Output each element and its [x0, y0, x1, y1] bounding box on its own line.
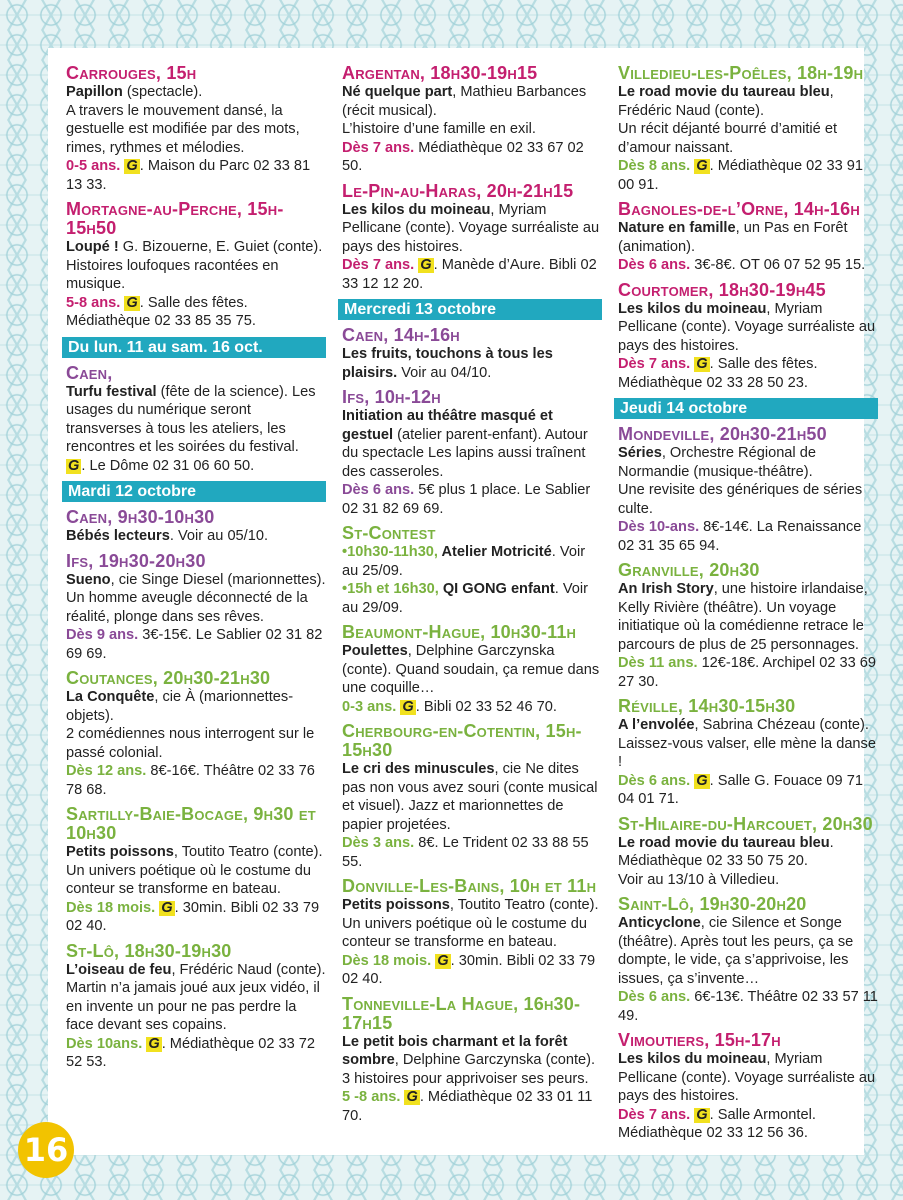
event-heading: Courtomer, 18h30-19h45 [618, 279, 826, 300]
event-description: G. Bizouerne, E. Guiet (conte). Histoires loufoques racontées en musique. [66, 239, 323, 292]
event-info: . Salle des fêtes. Médiathèque 02 33 85 35 75. [66, 294, 256, 329]
event-heading: Mondeville, 20h30-21h50 [618, 424, 827, 444]
event-age: Dès 6 ans. [618, 257, 691, 273]
event-heading: Cherbourg-en-Cotentin, 15h-15h30 [342, 721, 582, 760]
event-info: 8€. Le Trident 02 33 88 55 55. [342, 835, 589, 870]
free-badge: G [696, 1106, 708, 1123]
event-age: Dès 7 ans. [342, 139, 415, 156]
event-argentan [342, 64, 604, 176]
page-number: 16 [18, 1122, 74, 1178]
event-title: Petits poissons [66, 844, 174, 860]
event-age: Dès 8 ans. [618, 158, 691, 174]
bullet-time: •10h30-11h30, [342, 544, 438, 560]
event-reville [618, 697, 880, 809]
free-badge: G [696, 772, 708, 789]
event-age: Dès 11 ans. [618, 655, 698, 671]
event-mortagne [66, 200, 328, 331]
event-description: , Myriam Pellicane (conte). Voyage surréaliste au pays des histoires. [618, 300, 876, 354]
event-title: Le petit bois charmant et la forêt sombre [342, 1033, 568, 1068]
event-ifs-sueno [66, 552, 328, 664]
event-title: Anticyclone [618, 915, 701, 931]
free-badge: G [402, 698, 414, 715]
event-beaumont [342, 623, 604, 716]
event-title: Les fruits, touchons à tous les plaisirs. [342, 346, 553, 381]
event-title: Né quelque part [342, 84, 453, 100]
event-heading: Caen, [66, 362, 113, 383]
event-title: Turfu festival [66, 383, 157, 400]
event-description: , une histoire irlandaise, Kelly Rivière (théâtre). Un voyage initiatique où la comédienne retrace le parcours de plus de 25 personnages. [618, 581, 868, 653]
column-1 [66, 64, 328, 1078]
event-info: . Salle des fêtes. Médiathèque 02 33 28 50 23. [618, 356, 818, 391]
event-age: Dès 6 ans. [618, 989, 691, 1005]
event-description: , Delphine Garczynska (conte). Quand soudain, ça remue dans une coquille… [342, 643, 600, 696]
event-info: . Médiathèque 02 33 01 11 70. [342, 1089, 593, 1124]
event-description: , Toutito Teatro (conte). Un univers poétique où le costume du conteur se transforme en bateau. [342, 897, 599, 950]
event-age: Dès 6 ans. [342, 482, 415, 498]
event-description: , cie À (marionnettes-objets). 2 comédiennes nous interrogent sur le passé colonial. [66, 689, 315, 761]
event-courtomer [618, 281, 880, 393]
event-heading: Tonneville-La Hague, 16h30-17h15 [342, 993, 581, 1033]
event-age: Dès 12 ans. [66, 763, 147, 779]
event-age: 5 -8 ans. [342, 1089, 401, 1105]
event-info: 5€ plus 1 place. Le Sablier 02 31 82 69 69. [342, 482, 591, 517]
free-badge: G [696, 158, 708, 174]
event-title: Séries [618, 445, 662, 461]
event-age: Dès 9 ans. [66, 627, 139, 643]
event-title: Atelier Motricité [437, 544, 552, 560]
event-st-hilaire [618, 815, 880, 890]
event-st-contest [342, 524, 604, 617]
event-age: 0-3 ans. [342, 698, 397, 715]
free-badge: G [148, 1035, 160, 1052]
event-caen-bebes [66, 508, 328, 546]
event-description: . Voir au 25/09. [342, 544, 586, 579]
event-caen-fruits [342, 326, 604, 382]
program-page [48, 48, 878, 1155]
event-info: . Bibli 02 33 52 46 70. [415, 698, 557, 715]
event-sartilly [66, 805, 328, 936]
free-badge: G [696, 356, 708, 372]
event-description: , Myriam Pellicane (conte). Voyage surréaliste au pays des histoires. [618, 1051, 876, 1104]
event-title: An Irish Story [618, 581, 714, 597]
section-header: Du lun. 11 au sam. 16 oct. [62, 337, 326, 358]
event-title: Les kilos du moineau [618, 1051, 767, 1067]
event-title: Les kilos du moineau [342, 201, 491, 218]
event-age: Dès 7 ans. [342, 257, 415, 273]
event-heading: Caen, 14h-16h [342, 325, 460, 345]
event-heading: Carrouges, 15h [66, 63, 197, 83]
column-2 [342, 64, 604, 1131]
event-description: , cie Silence et Songe (théâtre). Après tout les peurs, ça se dompte, le vide, ça s’apprivoise, les issues, ça s’invente… [618, 915, 854, 987]
event-title: Initiation au théâtre masqué et gestuel [342, 408, 553, 443]
event-title: Bébés lecteurs [66, 528, 170, 544]
event-info: . Maison du Parc 02 33 81 13 33. [66, 158, 311, 193]
event-tonneville [342, 995, 604, 1126]
event-info: 3€-8€. OT 06 07 52 95 15. [690, 257, 866, 273]
event-description: (spectacle). A travers le mouvement dansé, la gestuelle est modifiée par des mots, rimes, rythmes et mélodies. [66, 84, 300, 156]
event-title: Papillon [66, 84, 123, 100]
event-age: Dès 10-ans. [618, 519, 700, 535]
event-description: (fête de la science). Les usages du numérique seront transverses à tous les ateliers, les rencontres et les soirées du festival. [66, 383, 316, 455]
bullet-time: •15h et 16h30, [342, 581, 439, 597]
event-villedieu [618, 64, 880, 194]
free-badge: G [68, 457, 80, 474]
event-description: . Voir au 05/10. [169, 528, 269, 544]
event-heading: St-Lô, 18h30-19h30 [66, 940, 232, 961]
event-age: Dès 7 ans. [618, 1106, 691, 1123]
event-info: . Salle G. Fouace 09 71 04 01 71. [618, 772, 863, 807]
event-title: L’oiseau de feu [66, 961, 172, 978]
event-title: Nature en famille [618, 220, 736, 236]
event-info: 3€-15€. Le Sablier 02 31 82 69 69. [66, 627, 323, 662]
event-heading: Granville, 20h30 [618, 560, 760, 580]
event-title: A l’envolée [618, 717, 695, 733]
event-info: 12€-18€. Archipel 02 33 69 27 30. [618, 655, 877, 690]
event-description: . Médiathèque 02 33 50 75 20. Voir au 13/10 à Villedieu. [618, 834, 834, 888]
event-age: Dès 3 ans. [342, 835, 415, 851]
event-age: 5-8 ans. [66, 294, 121, 311]
event-description: , cie Singe Diesel (marionnettes). Un homme aveugle déconnecté de la réalité, plonge dans ses rêves. [66, 571, 326, 625]
event-heading: St-Hilaire-du-Harcouet, 20h30 [618, 813, 873, 834]
event-info: 8€-14€. La Renaissance 02 31 35 65 94. [618, 519, 862, 554]
event-stlo-oiseau [66, 942, 328, 1072]
event-description: , Orchestre Régional de Normandie (musique-théâtre). Une revisite des génériques de séries culte. [618, 445, 863, 517]
event-info: 8€-16€. Théâtre 02 33 76 78 68. [66, 763, 315, 798]
event-info: . Le Dôme 02 31 06 60 50. [81, 457, 255, 474]
event-title: Les kilos du moineau [618, 300, 767, 317]
event-age: Dès 6 ans. [618, 772, 691, 789]
event-saint-lo [618, 895, 880, 1025]
event-granville [618, 561, 880, 691]
event-title: Loupé ! [66, 239, 119, 255]
section-header: Mercredi 13 octobre [338, 299, 602, 320]
event-info: . Salle Armontel. Médiathèque 02 33 12 56 36. [618, 1106, 816, 1141]
event-title: Le road movie du taureau bleu [618, 834, 830, 851]
event-title: Sueno [66, 571, 111, 588]
event-heading: Vimoutiers, 15h-17h [618, 1030, 781, 1050]
event-info: . 30min. Bibli 02 33 79 02 40. [342, 952, 596, 987]
event-info: 6€-13€. Théâtre 02 33 57 11 49. [618, 989, 878, 1024]
event-age: 0-5 ans. [66, 158, 121, 174]
event-mondeville [618, 425, 880, 555]
section-header: Mardi 12 octobre [62, 481, 326, 502]
event-heading: Le-Pin-au-Haras, 20h-21h15 [342, 180, 574, 201]
event-carrouges [66, 64, 328, 194]
event-heading: Beaumont-Hague, 10h30-11h [342, 622, 577, 642]
event-heading: Caen, 9h30-10h30 [66, 507, 215, 527]
free-badge: G [126, 158, 138, 174]
event-description: , Delphine Garczynska (conte). 3 histoires pour apprivoiser ses peurs. [342, 1052, 596, 1087]
event-age: Dès 10ans. [66, 1035, 143, 1052]
column-3 [618, 64, 880, 1149]
event-info: . Manède d’Aure. Bibli 02 33 12 12 20. [342, 257, 597, 292]
event-info: Médiathèque 02 33 67 02 50. [342, 139, 584, 174]
event-description: , Frédéric Naud (conte). Un récit déjanté bourré d’amitié et d’amour naissant. [618, 84, 838, 156]
event-description: , Myriam Pellicane (conte). Voyage surréaliste au pays des histoires. [342, 201, 600, 255]
event-heading: Sartilly-Baie-Bocage, 9h30 et 10h30 [66, 804, 316, 843]
event-heading: Argentan, 18h30-19h15 [342, 63, 538, 83]
event-donville [342, 877, 604, 989]
event-description: , Mathieu Barbances (récit musical). L’histoire d’une famille en exil. [342, 84, 587, 137]
event-heading: Donville-Les-Bains, 10h et 11h [342, 876, 597, 896]
free-badge: G [406, 1089, 418, 1105]
event-info: . Médiathèque 02 33 91 00 91. [618, 158, 863, 193]
event-age: Dès 7 ans. [618, 356, 691, 372]
event-description: (atelier parent-enfant). Autour du spectacle Les lapins aussi traînent des casseroles. [342, 426, 588, 480]
event-description: , cie Ne dites pas non vous avez souri (conte musical et visuel). Jazz et marionnettes de papier projetées. [342, 761, 598, 833]
event-description: , Frédéric Naud (conte). Martin n’a jamais joué aux jeux vidéo, il en invente un pour ne pas perdre la face devant ses copains. [66, 961, 326, 1033]
free-badge: G [126, 294, 138, 311]
event-title: Petits poissons [342, 897, 450, 913]
free-badge: G [437, 952, 449, 969]
event-info: . 30min. Bibli 02 33 79 02 40. [66, 899, 320, 934]
event-info: . Médiathèque 02 33 72 52 53. [66, 1035, 316, 1070]
event-title: Le road movie du taureau bleu [618, 84, 830, 100]
event-age: Dès 18 mois. [66, 899, 156, 916]
event-heading: Villedieu-les-Poêles, 18h-19h [618, 63, 864, 83]
event-description: Voir au 04/10. [397, 364, 492, 381]
event-pin-au-haras [342, 182, 604, 294]
event-heading: Ifs, 10h-12h [342, 387, 441, 407]
event-heading: Bagnoles-de-l’Orne, 14h-16h [618, 199, 860, 219]
free-badge: G [420, 257, 432, 273]
event-heading: St-Contest [342, 523, 436, 543]
event-title: Poulettes [342, 643, 408, 659]
free-badge: G [161, 899, 173, 916]
event-heading: Ifs, 19h30-20h30 [66, 550, 206, 571]
event-title: QI GONG enfant [438, 581, 555, 597]
event-age: Dès 18 mois. [342, 952, 432, 969]
event-coutances [66, 669, 328, 799]
event-caen-turfu [66, 364, 328, 476]
event-heading: Mortagne-au-Perche, 15h-15h50 [66, 199, 284, 238]
event-heading: Saint-Lô, 19h30-20h20 [618, 894, 807, 914]
event-description: , un Pas en Forêt (animation). [618, 220, 848, 255]
event-description: , Sabrina Chézeau (conte). Laissez-vous valser, elle mène la danse ! [618, 717, 876, 770]
event-title: La Conquête [66, 689, 155, 705]
event-ifs-theatre [342, 388, 604, 518]
event-title: Le cri des minuscules [342, 761, 495, 777]
event-bagnoles [618, 200, 880, 275]
event-vimoutiers [618, 1031, 880, 1143]
section-header: Jeudi 14 octobre [614, 398, 878, 419]
event-description: , Toutito Teatro (conte). Un univers poétique où le costume du conteur se transforme en bateau. [66, 844, 323, 897]
event-description: . Voir au 29/09. [342, 581, 588, 616]
event-heading: Réville, 14h30-15h30 [618, 696, 796, 716]
event-cherbourg [342, 722, 604, 871]
event-heading: Coutances, 20h30-21h30 [66, 668, 271, 688]
